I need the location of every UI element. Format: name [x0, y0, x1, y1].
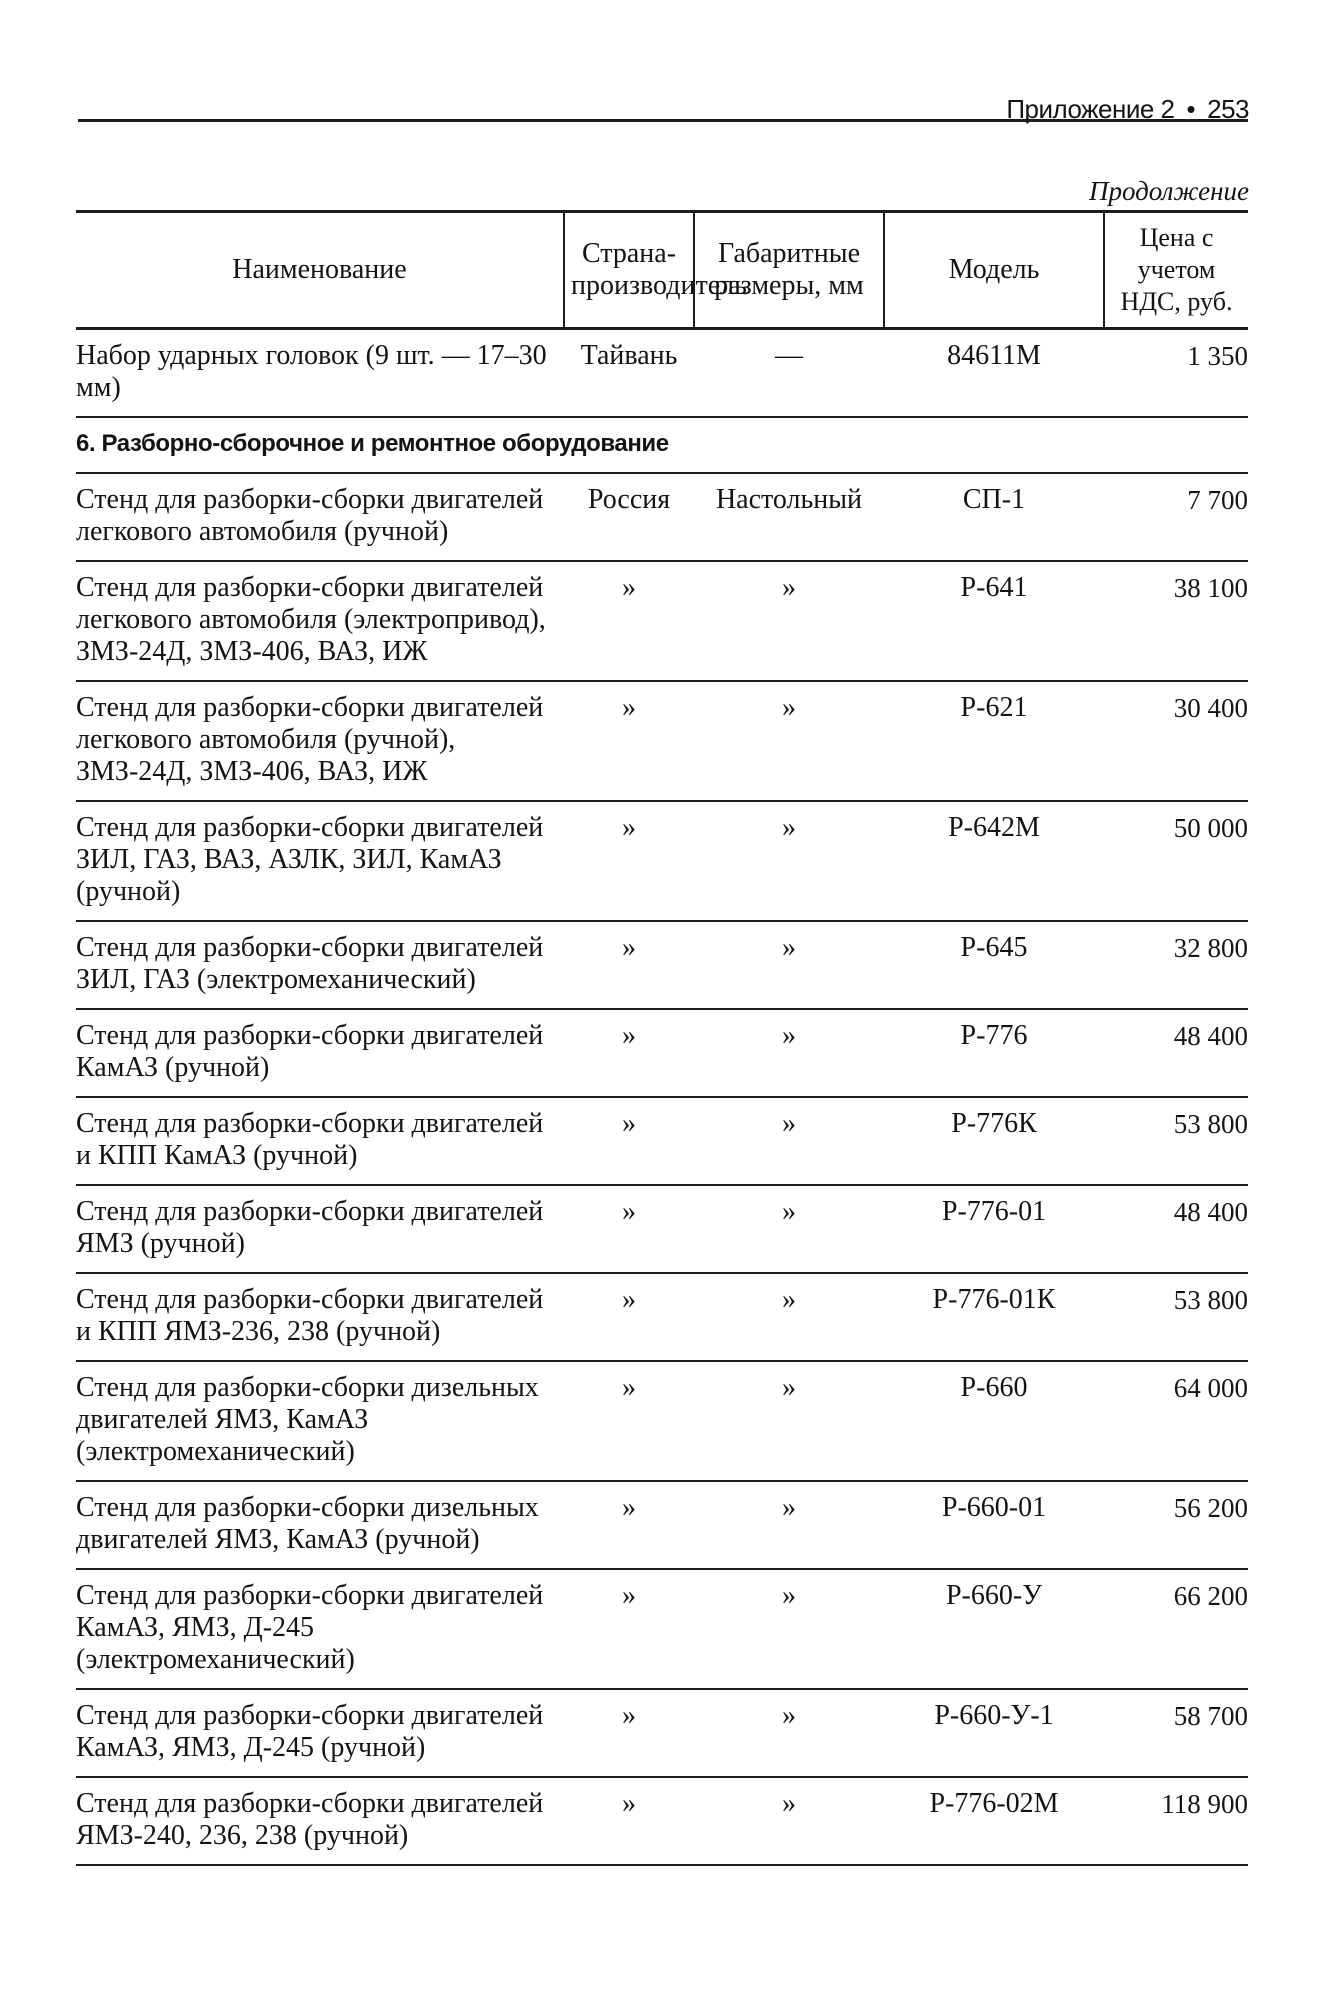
item-model: Р-776 [884, 1009, 1104, 1097]
item-price: 48 400 [1104, 1009, 1248, 1097]
table-row [76, 1361, 1248, 1481]
item-name: Стенд для разборки-сборки двигателей ЗИЛ, ГАЗ (электромеханический) [76, 921, 564, 1009]
item-country: » [564, 1361, 694, 1481]
item-dimensions: » [694, 1481, 884, 1569]
table-row [76, 1777, 1248, 1865]
item-name: Стенд для разборки-сборки двигателей ЯМЗ-240, 236, 238 (ручной) [76, 1777, 564, 1865]
item-model: Р-660-У-1 [884, 1689, 1104, 1777]
item-dimensions: » [694, 681, 884, 801]
item-price: 118 900 [1104, 1777, 1248, 1865]
table-row [76, 801, 1248, 921]
item-model: Р-776-02М [884, 1777, 1104, 1865]
item-dimensions: » [694, 1777, 884, 1865]
item-name: Стенд для разборки-сборки двигателей ЯМЗ (ручной) [76, 1185, 564, 1273]
item-price: 38 100 [1104, 561, 1248, 681]
table-row [76, 1097, 1248, 1185]
item-price: 32 800 [1104, 921, 1248, 1009]
item-country: » [564, 681, 694, 801]
item-name: Стенд для разборки-сборки двигателей и КПП КамАЗ (ручной) [76, 1097, 564, 1185]
header-name: Наименование [76, 212, 564, 329]
table-row [76, 921, 1248, 1009]
header-model: Модель [884, 212, 1104, 329]
item-country: » [564, 1481, 694, 1569]
running-head-separator: • [1186, 94, 1196, 124]
item-country: » [564, 1185, 694, 1273]
item-dimensions: » [694, 1273, 884, 1361]
item-price: 64 000 [1104, 1361, 1248, 1481]
table-row [76, 561, 1248, 681]
item-model: СП-1 [884, 473, 1104, 561]
item-model: Р-660-01 [884, 1481, 1104, 1569]
item-model: Р-641 [884, 561, 1104, 681]
item-model: Р-776К [884, 1097, 1104, 1185]
item-model: Р-776-01К [884, 1273, 1104, 1361]
running-head [1006, 94, 1249, 125]
item-name: Стенд для разборки-сборки дизельных двигателей ЯМЗ, КамАЗ (электромеханический) [76, 1361, 564, 1481]
item-country: Тайвань [580, 340, 678, 371]
item-model: Р-660 [884, 1361, 1104, 1481]
item-country: » [564, 1097, 694, 1185]
item-price: 48 400 [1104, 1185, 1248, 1273]
item-name: Стенд для разборки-сборки дизельных двигателей ЯМЗ, КамАЗ (ручной) [76, 1481, 564, 1569]
item-country: » [564, 1009, 694, 1097]
item-model: 84611М [947, 340, 1041, 371]
item-model: Р-645 [884, 921, 1104, 1009]
item-dimensions: — [775, 340, 803, 371]
equipment-price-table [76, 210, 1248, 1866]
item-dimensions: » [694, 801, 884, 921]
table-row [76, 1009, 1248, 1097]
item-price: 53 800 [1104, 1097, 1248, 1185]
item-name: Стенд для разборки-сборки двигателей легкового автомобиля (ручной), ЗМЗ-24Д, ЗМЗ-406, ВАЗ, ИЖ [76, 681, 564, 801]
table-row [76, 1185, 1248, 1273]
table-row [76, 681, 1248, 801]
item-name: Стенд для разборки-сборки двигателей КамАЗ, ЯМЗ, Д-245 (электромеханический) [76, 1569, 564, 1689]
item-name: Стенд для разборки-сборки двигателей и КПП ЯМЗ-236, 238 (ручной) [76, 1273, 564, 1361]
table-row [76, 1569, 1248, 1689]
item-dimensions: » [694, 921, 884, 1009]
table-row [76, 1481, 1248, 1569]
item-dimensions: Настольный [694, 473, 884, 561]
item-price: 58 700 [1104, 1689, 1248, 1777]
item-country: » [564, 1689, 694, 1777]
item-dimensions: » [694, 561, 884, 681]
header-price: Цена с учетом НДС, руб. [1104, 212, 1248, 329]
item-name: Стенд для разборки-сборки двигателей ЗИЛ, ГАЗ, ВАЗ, АЗЛК, ЗИЛ, КамАЗ (ручной) [76, 801, 564, 921]
item-name: Стенд для разборки-сборки двигателей КамАЗ, ЯМЗ, Д-245 (ручной) [76, 1689, 564, 1777]
item-model: Р-776-01 [884, 1185, 1104, 1273]
continuation-label: Продолжение [1088, 176, 1249, 206]
item-model: Р-621 [884, 681, 1104, 801]
item-price: 7 700 [1104, 473, 1248, 561]
item-country: » [564, 1777, 694, 1865]
item-model: Р-642М [884, 801, 1104, 921]
item-country: Россия [564, 473, 694, 561]
item-country: » [564, 921, 694, 1009]
table-row [76, 329, 1248, 418]
item-dimensions: » [694, 1009, 884, 1097]
item-name: Стенд для разборки-сборки двигателей КамАЗ (ручной) [76, 1009, 564, 1097]
page-number: 253 [1207, 94, 1249, 124]
item-price: 50 000 [1104, 801, 1248, 921]
header-dimensions: Габаритные размеры, мм [694, 212, 884, 329]
item-dimensions: » [694, 1569, 884, 1689]
item-country: » [564, 801, 694, 921]
item-price: 66 200 [1104, 1569, 1248, 1689]
item-country: » [564, 1569, 694, 1689]
item-country: » [564, 1273, 694, 1361]
item-name: Набор ударных головок (9 шт. — 17–30 мм) [76, 340, 547, 403]
item-name: Стенд для разборки-сборки двигателей легкового автомобиля (ручной) [76, 473, 564, 561]
item-price: 1 350 [1187, 341, 1248, 371]
table-header-row [76, 212, 1248, 329]
table-row [76, 1689, 1248, 1777]
section-heading-row [76, 417, 1248, 473]
item-dimensions: » [694, 1689, 884, 1777]
item-dimensions: » [694, 1361, 884, 1481]
running-head-section: Приложение 2 [1006, 94, 1175, 124]
table-row [76, 473, 1248, 561]
item-price: 30 400 [1104, 681, 1248, 801]
item-dimensions: » [694, 1097, 884, 1185]
item-dimensions: » [694, 1185, 884, 1273]
item-name: Стенд для разборки-сборки двигателей легкового автомобиля (электропривод), ЗМЗ-24Д, ЗМЗ-406, ВАЗ, ИЖ [76, 561, 564, 681]
section-heading: 6. Разборно-сборочное и ремонтное оборудование [76, 417, 1248, 473]
item-price: 56 200 [1104, 1481, 1248, 1569]
item-price: 53 800 [1104, 1273, 1248, 1361]
table-body [76, 329, 1248, 1866]
table-row [76, 1273, 1248, 1361]
header-country: Страна-производитель [564, 212, 694, 329]
item-model: Р-660-У [884, 1569, 1104, 1689]
item-country: » [564, 561, 694, 681]
